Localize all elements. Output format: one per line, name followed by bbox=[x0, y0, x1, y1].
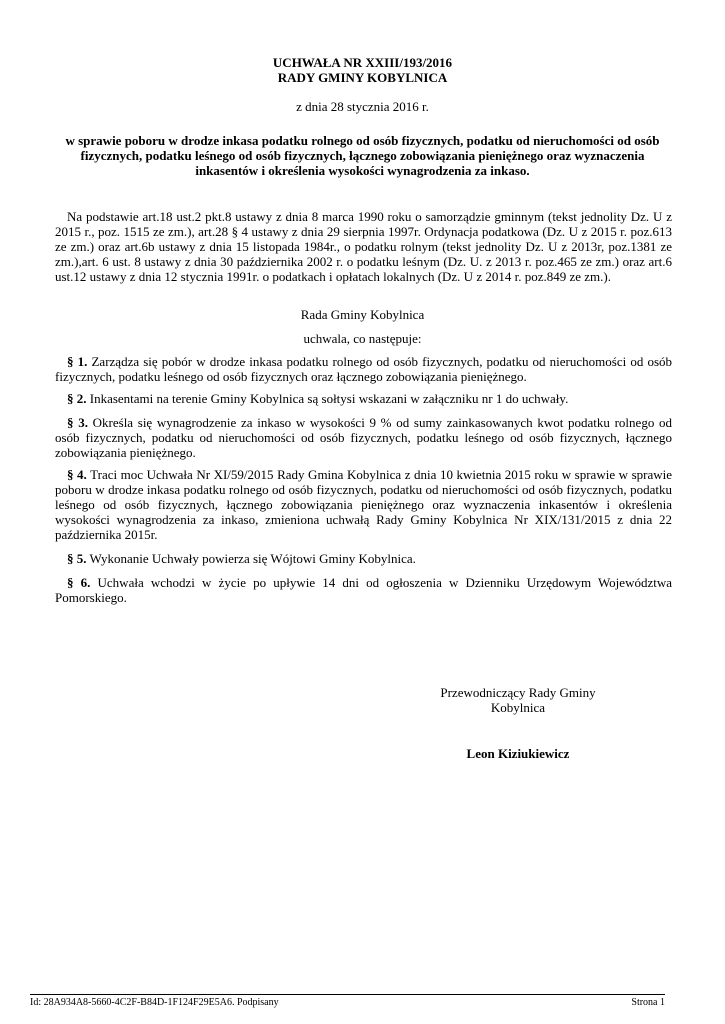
council-heading: Rada Gminy Kobylnica bbox=[300, 307, 425, 322]
section-1-label: § 1. bbox=[67, 354, 88, 369]
signatory-title-line-1: Przewodniczący Rady Gminy bbox=[440, 685, 596, 700]
signatory-name: Leon Kiziukiewicz bbox=[466, 746, 570, 761]
section-1 bbox=[55, 354, 672, 384]
council-name-title: RADY GMINY KOBYLNICA bbox=[277, 70, 448, 85]
section-4 bbox=[55, 467, 672, 542]
section-3-label: § 3. bbox=[67, 415, 88, 430]
section-5 bbox=[55, 551, 672, 566]
section-4-label: § 4. bbox=[67, 467, 87, 482]
footer-page-number: Strona 1 bbox=[631, 997, 665, 1008]
section-5-label: § 5. bbox=[67, 551, 87, 566]
resolution-date: z dnia 28 stycznia 2016 r. bbox=[296, 99, 429, 114]
resolves-heading: uchwala, co następuje: bbox=[303, 331, 422, 346]
legal-basis-paragraph: Na podstawie art.18 ust.2 pkt.8 ustawy z dnia 8 marca 1990 roku o samorządzie gminnym (tekst jednolity Dz. U z 2015 r., poz. 1515 ze zm.), art.28 § 4 ustawy z dnia 29 sierpnia 1997r. Ordynacja podatkowa (Dz. U z 2015 r. poz.613 ze zm.) oraz art.6b ustawy z dnia 15 listopada 1984r., o podatku rolnym (tekst jednolity Dz. U z 2013r, poz.1381 ze zm.),art. 6 ust. 8 ustawy z dnia 30 października 2002 r. o podatku leśnym (Dz. U. z 2013 r. poz.465 ze zm.) oraz art.6 ust.12 ustawy z dnia 12 stycznia 1991r. o podatkach i opłatach lokalnych (Dz. U z 2014 r. poz.849 ze zm.). bbox=[55, 209, 672, 284]
resolution-number-title: UCHWAŁA NR XXIII/193/2016 bbox=[272, 55, 453, 70]
section-3-text: Określa się wynagrodzenie za inkaso w wysokości 9 % od sumy zainkasowanych kwot podatku rolnego od osób fizycznych, podatku od nieruchomości od osób fizycznych, podatku leśnego od osób fizycznych, łącznego zobowiązania pieniężnego. bbox=[55, 415, 673, 460]
signatory-title-line-2: Kobylnica bbox=[490, 700, 546, 715]
resolution-subject: w sprawie poboru w drodze inkasa podatku rolnego od osób fizycznych, podatku od nieruchomości od osób fizycznych, podatku leśnego od osób fizycznych, łącznego zobowiązania pieniężnego oraz wyznaczenia inkasentów i określenia wysokości wynagrodzenia za inkaso. bbox=[65, 133, 660, 178]
section-6-label: § 6. bbox=[67, 575, 91, 590]
section-2-text: Inkasentami na terenie Gminy Kobylnica są sołtysi wskazani w załączniku nr 1 do uchwały. bbox=[86, 391, 569, 406]
section-6 bbox=[55, 575, 672, 605]
section-2 bbox=[55, 391, 672, 406]
section-1-text: Zarządza się pobór w drodze inkasa podatku rolnego od osób fizycznych, podatku od nieruchomości od osób fizycznych, podatku leśnego od osób fizycznych oraz łącznego zobowiązania pieniężnego. bbox=[55, 354, 672, 384]
footer-divider bbox=[30, 994, 665, 995]
signatory-title bbox=[418, 685, 618, 715]
footer-document-id: Id: 28A934A8-5660-4C2F-B84D-1F124F29E5A6. Podpisany bbox=[30, 997, 279, 1008]
section-5-text: Wykonanie Uchwały powierza się Wójtowi Gminy Kobylnica. bbox=[86, 551, 416, 566]
section-2-label: § 2. bbox=[67, 391, 87, 406]
section-6-text: Uchwała wchodzi w życie po upływie 14 dni od ogłoszenia w Dzienniku Urzędowym Województwa Pomorskiego. bbox=[55, 575, 672, 605]
section-4-text: Traci moc Uchwała Nr XI/59/2015 Rady Gmina Kobylnica z dnia 10 kwietnia 2015 roku w sprawie w sprawie poboru w drodze inkasa podatku rolnego od osób fizycznych, podatku od nieruchomości od osób fizycznych, podatku leśnego od osób fizycznych, łącznego zobowiązania pieniężnego oraz wyznaczenia inkasentów i określenia wysokości wynagrodzenia za inkaso, zmieniona uchwałą Rady Gminy Kobylnica Nr XIX/131/2015 z dnia 22 października 2015r. bbox=[55, 467, 673, 542]
section-3 bbox=[55, 415, 672, 460]
